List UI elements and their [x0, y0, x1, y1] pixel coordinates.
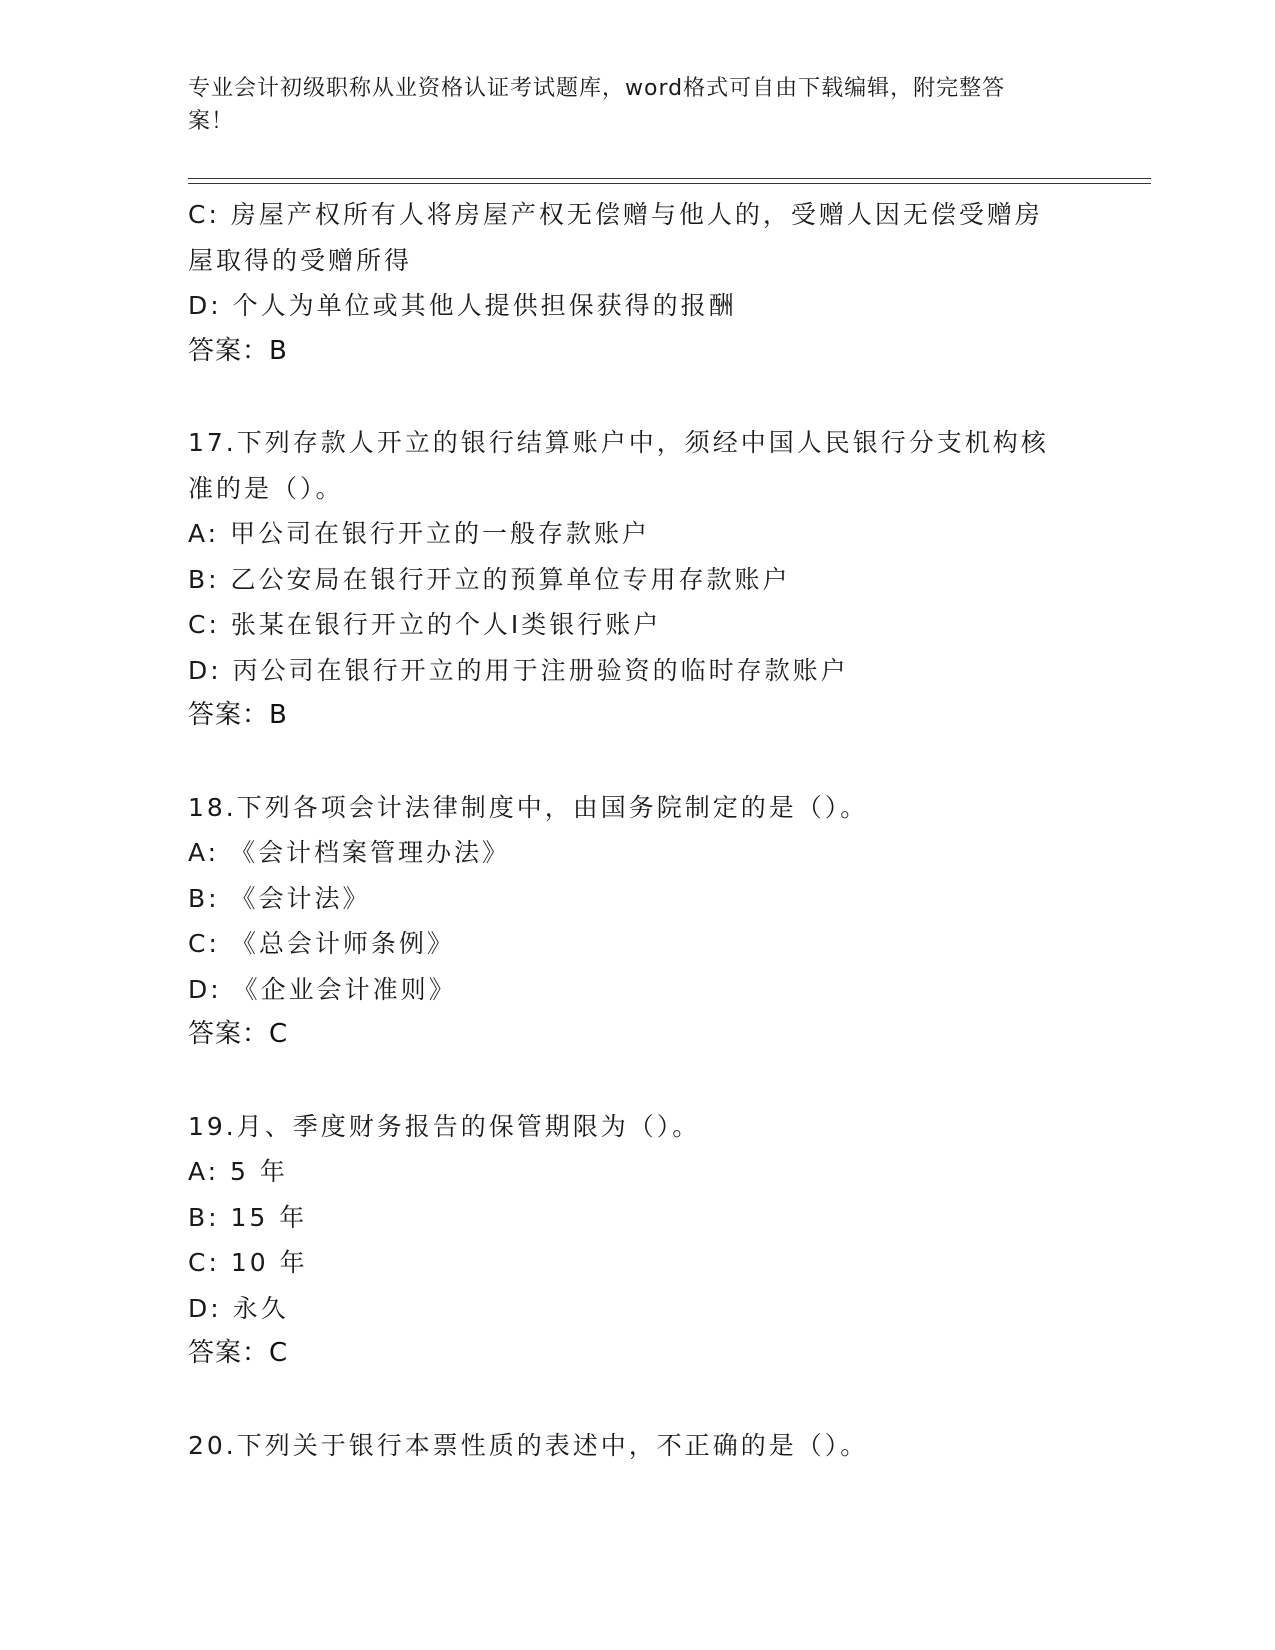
question-stem: 19.月、季度财务报告的保管期限为（）。	[188, 1111, 701, 1141]
option-a: A: 甲公司在银行开立的一般存款账户	[188, 519, 651, 548]
question-list	[188, 192, 1088, 1468]
answer: 答案：C	[188, 1338, 289, 1368]
page-header	[188, 72, 1068, 138]
spacer	[188, 1377, 1088, 1423]
option-c: C: 张某在银行开立的个人Ⅰ类银行账户	[188, 610, 662, 639]
question-stem: 17.下列存款人开立的银行结算账户中，须经中国人民银行分支机构核	[188, 428, 1049, 457]
option-d: D: 个人为单位或其他人提供担保获得的报酬	[188, 291, 737, 320]
spacer	[188, 739, 1088, 785]
header-line-1: 专业会计初级职称从业资格认证考试题库，word格式可自由下载编辑，附完整答	[188, 76, 1006, 101]
question-19	[188, 1104, 1088, 1377]
question-stem: 18.下列各项会计法律制度中，由国务院制定的是（）。	[188, 792, 869, 822]
question-stem: 20.下列关于银行本票性质的表述中，不正确的是（）。	[188, 1430, 869, 1460]
question-17	[188, 420, 1088, 739]
option-c: C: 《总会计师条例》	[188, 929, 455, 958]
question-16	[188, 192, 1088, 374]
option-b: B: 乙公安局在银行开立的预算单位专用存款账户	[188, 564, 791, 594]
option-a: A: 《会计档案管理办法》	[188, 838, 511, 867]
spacer	[188, 1058, 1088, 1104]
question-20	[188, 1423, 1088, 1469]
answer: 答案：B	[188, 335, 288, 366]
option-d: D: 丙公司在银行开立的用于注册验资的临时存款账户	[188, 655, 849, 685]
question-18	[188, 785, 1088, 1058]
answer: 答案：C	[188, 1019, 289, 1049]
option-a: A: 5 年	[188, 1157, 288, 1186]
option-c: C: 房屋产权所有人将房屋产权无偿赠与他人的，受赠人因无偿受赠房	[188, 200, 1043, 229]
option-c: C: 10 年	[188, 1248, 308, 1277]
option-d: D: 永久	[188, 1293, 289, 1323]
option-b: B: 《会计法》	[188, 883, 371, 913]
spacer	[188, 374, 1088, 420]
option-d: D: 《企业会计准则》	[188, 974, 457, 1004]
option-b: B: 15 年	[188, 1202, 308, 1232]
header-divider-top	[188, 178, 1151, 179]
option-c-continued: 屋取得的受赠所得	[188, 245, 413, 275]
header-divider-bottom	[188, 183, 1151, 184]
header-line-2: 案！	[188, 109, 235, 134]
answer: 答案：B	[188, 700, 288, 730]
question-stem-continued: 准的是（）。	[188, 473, 344, 503]
